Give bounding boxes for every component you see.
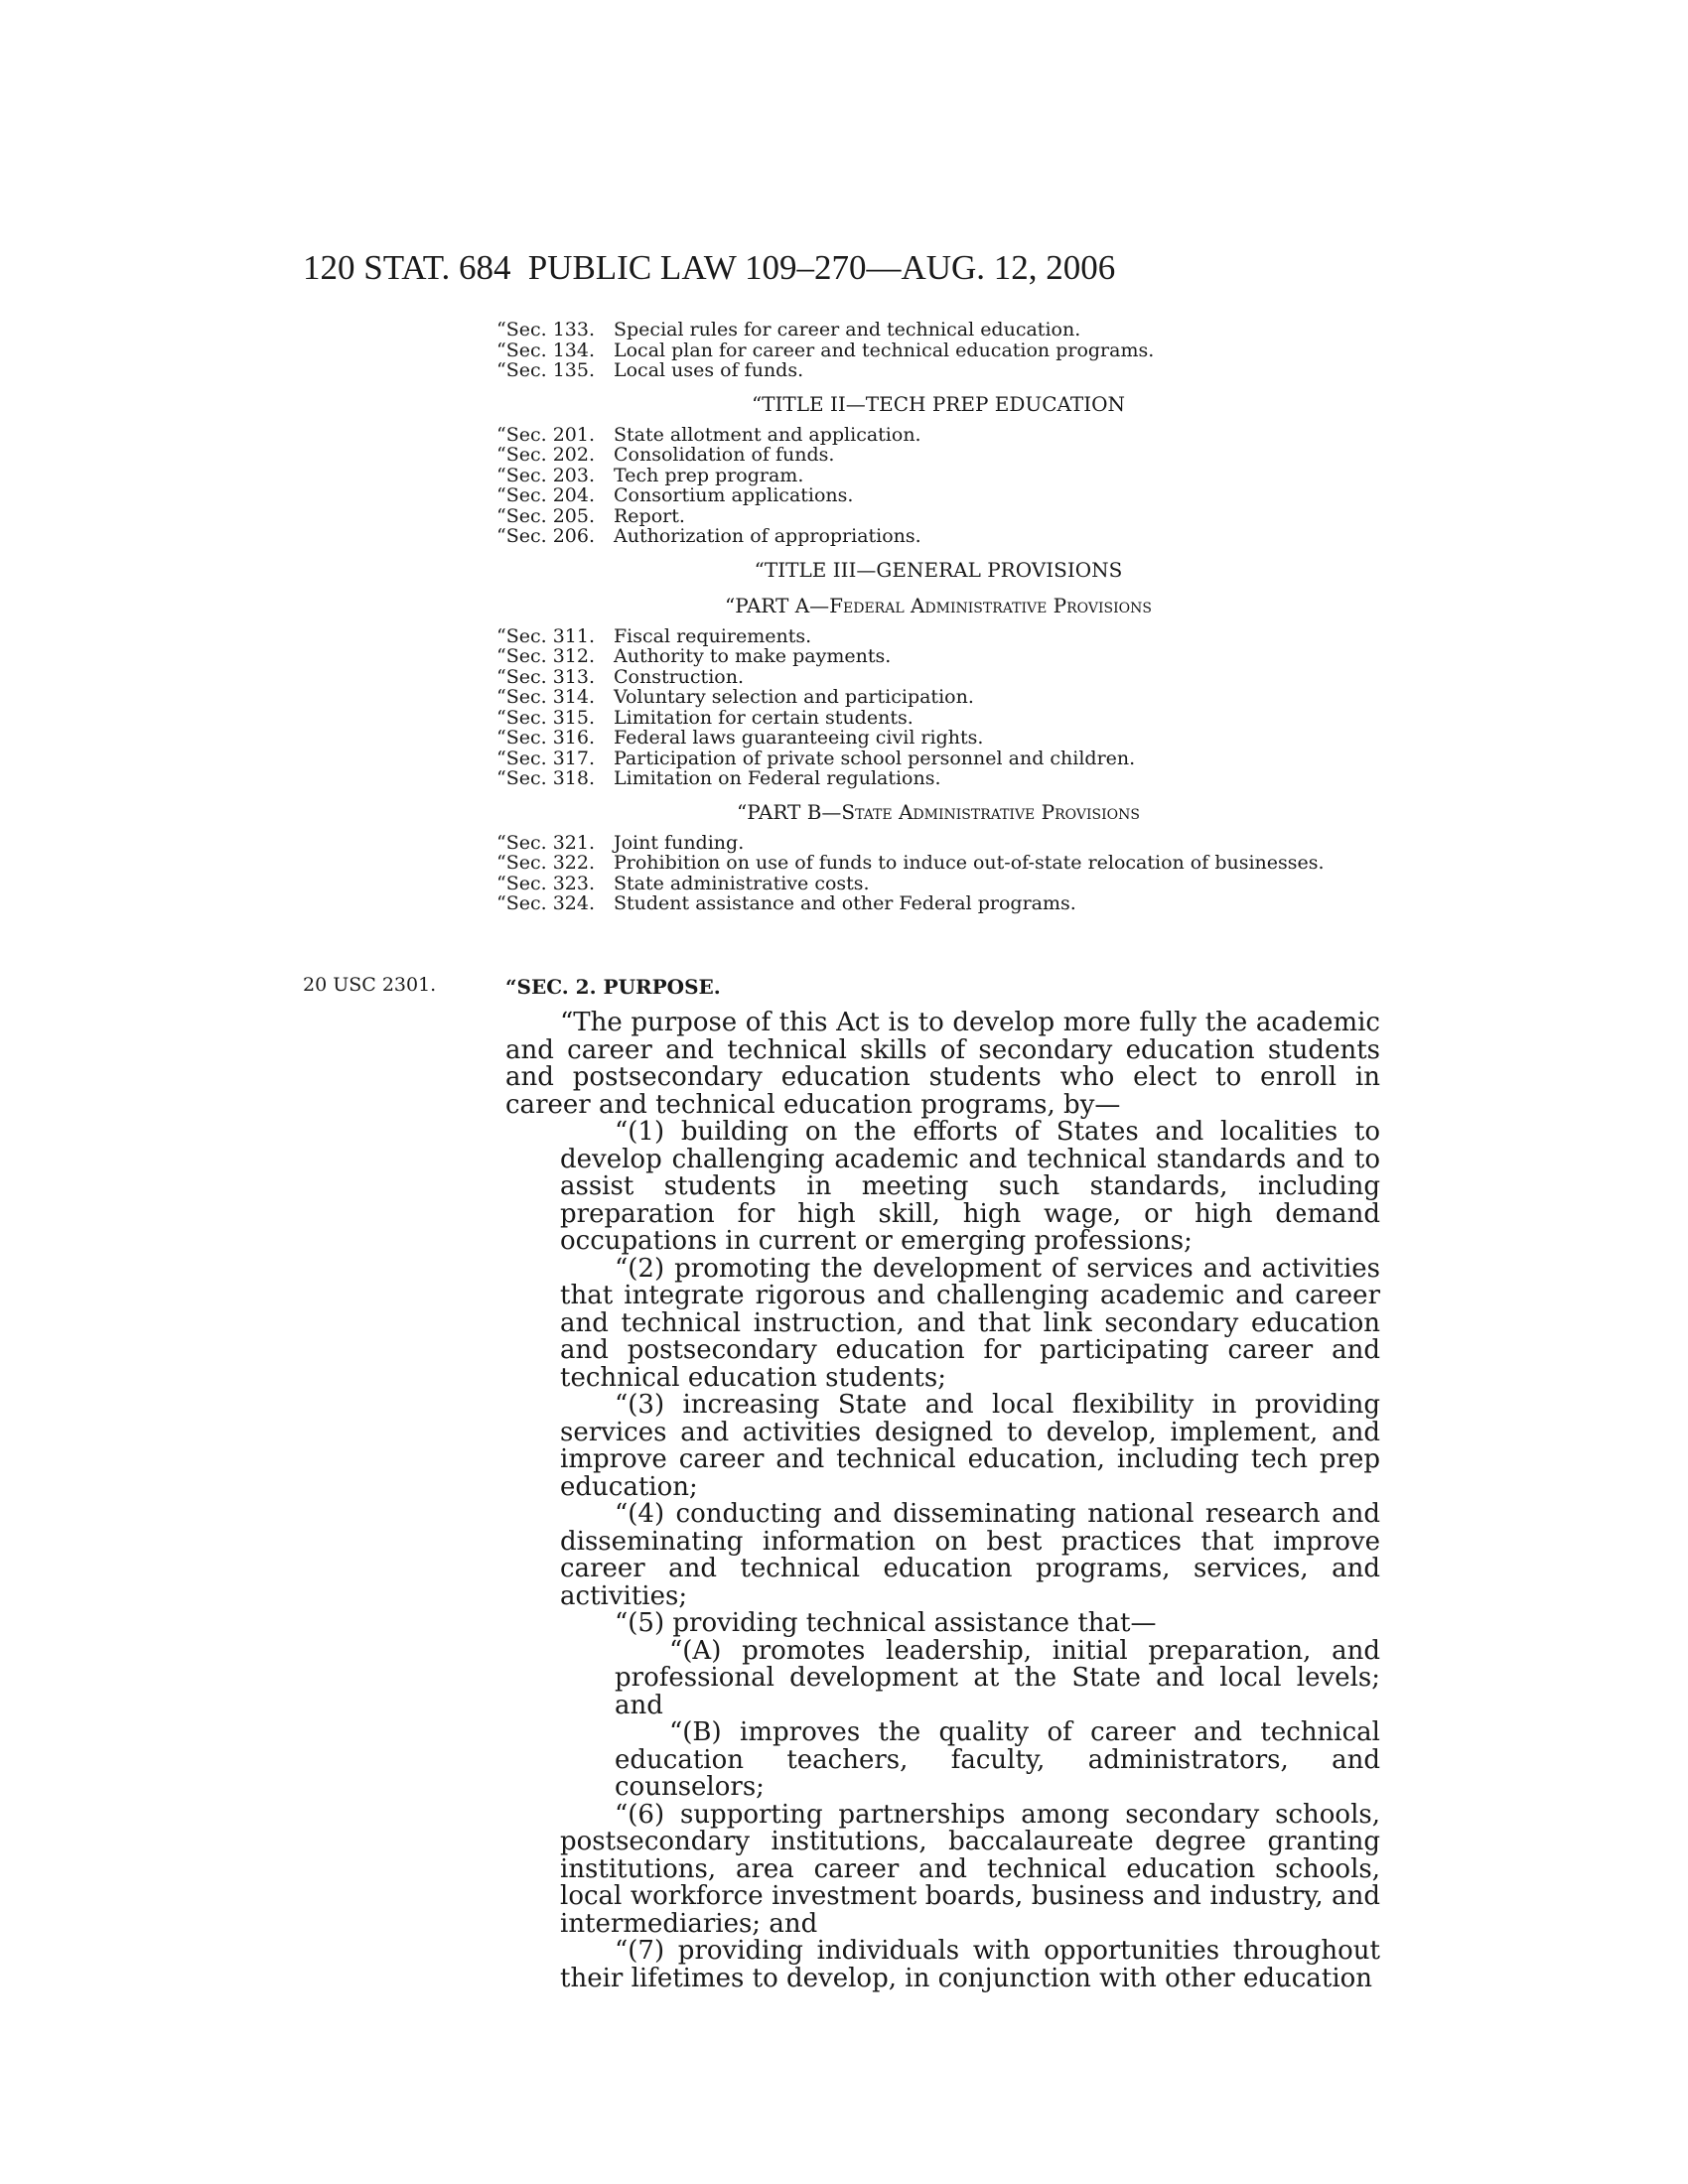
purpose-intro: “The purpose of this Act is to develop more fully the academic and career and technical skills of secondary education students and postsecondary education students who elect to enroll in career and technical education programs, by— [505,1008,1380,1120]
toc-entry [496,526,1380,547]
toc-entry-number: “Sec. 205. [496,504,595,527]
part-a-title: Federal Administrative Provisions [829,593,1152,617]
toc-entry [496,768,1380,789]
purpose-item-2: “(2) promoting the development of services and activities that integrate rigorous and challenging academic and career and technical instruction, and that link secondary education and postsecondary education for participating career and technical education students; [560,1253,1380,1393]
toc-heading-part-a [496,593,1380,618]
toc-entry [496,833,1380,854]
toc-entry-title: Tech prep program. [614,464,804,486]
toc-entry [496,749,1380,769]
toc-entry-number: “Sec. 324. [496,892,595,914]
toc-entry-number: “Sec. 133. [496,319,595,341]
toc-entry-title: Limitation for certain students. [614,706,914,729]
margin-citation: 20 USC 2301. [303,974,437,996]
toc-entry-number: “Sec. 313. [496,665,595,688]
part-b-prefix: “PART B— [737,799,842,824]
toc-entry-title: Voluntary selection and participation. [614,686,974,708]
toc-entry [496,893,1380,914]
toc-heading-part-b [496,799,1380,825]
toc-entry-number: “Sec. 316. [496,727,595,749]
toc-entry [496,667,1380,688]
toc-entry-title: Joint funding. [614,831,745,854]
purpose-item-1: “(1) building on the efforts of States and localities to develop challenging academic and technical standards and to assist students in meeting such standards, including preparation for high skill, high wage, or high demand occupations in current or emerging professions; [560,1117,1380,1256]
toc-entry-title: Prohibition on use of funds to induce out-of-state relocation of businesses. [614,852,1325,874]
toc-entry-number: “Sec. 314. [496,686,595,708]
toc-entry-number: “Sec. 135. [496,359,595,381]
toc-entry-number: “Sec. 315. [496,706,595,729]
purpose-item-3: “(3) increasing State and local flexibility in providing services and activities designed to develop, implement, and improve career and technical education, including tech prep education; [560,1390,1380,1502]
page-reference: 120 STAT. 684 [303,248,511,287]
toc-entry [496,687,1380,708]
toc-heading-title3: “TITLE III—GENERAL PROVISIONS [754,557,1123,582]
purpose-item-7: “(7) providing individuals with opportunities throughout their lifetimes to develop, in conjunction with other education [560,1936,1380,1993]
toc-entry [496,853,1380,874]
section-body [505,974,1380,1992]
purpose-item-6: “(6) supporting partnerships among secondary schools, postsecondary institutions, baccalaureate degree granting institutions, area career and technical education schools, local workforce investment boards, business and industry, and intermediaries; and [560,1799,1380,1939]
toc-entry-number: “Sec. 312. [496,645,595,667]
toc-entry-title: Limitation on Federal regulations. [614,767,941,789]
running-head: PUBLIC LAW 109–270—AUG. 12, 2006 [527,248,1116,287]
toc-entry-number: “Sec. 201. [496,423,595,446]
toc-entry [496,626,1380,647]
toc-entry-title: State allotment and application. [614,423,921,446]
toc-entry [496,728,1380,749]
toc-entry-title: Authority to make payments. [614,645,892,667]
toc-entry-title: Consolidation of funds. [614,444,835,466]
toc-entry-number: “Sec. 318. [496,767,595,789]
toc-entry [496,506,1380,527]
table-of-contents [496,320,1380,914]
toc-entry-title: Student assistance and other Federal programs. [614,892,1076,914]
toc-entry-title: Construction. [614,665,744,688]
toc-entry [496,320,1380,341]
toc-entry [496,646,1380,667]
purpose-item-5a: “(A) promotes leadership, initial preparation, and professional development at the State and local levels; and [615,1635,1380,1720]
toc-entry [496,445,1380,466]
toc-entry-number: “Sec. 203. [496,464,595,486]
purpose-item-4: “(4) conducting and disseminating national research and disseminating information on best practices that improve career and technical education programs, services, and activities; [560,1499,1380,1611]
toc-entry-number: “Sec. 317. [496,747,595,769]
toc-heading-title2: “TITLE II—TECH PREP EDUCATION [751,391,1126,416]
purpose-item-5: “(5) providing technical assistance that— [615,1608,1157,1638]
toc-group-part-b [496,833,1380,914]
toc-entry-number: “Sec. 206. [496,525,595,547]
page-header [303,248,1340,288]
toc-entry-title: Participation of private school personnel and children. [614,747,1136,769]
toc-entry [496,874,1380,894]
toc-group-part-a [496,626,1380,789]
toc-entry-title: Federal laws guaranteeing civil rights. [614,727,984,749]
toc-entry-title: State administrative costs. [614,872,870,894]
toc-entry-title: Special rules for career and technical education. [614,319,1081,341]
toc-entry-title: Consortium applications. [614,484,854,506]
purpose-item-5b: “(B) improves the quality of career and technical education teachers, faculty, administrators, and counselors; [615,1717,1380,1802]
toc-entry-title: Local plan for career and technical education programs. [614,339,1155,361]
toc-entry [496,425,1380,446]
part-a-prefix: “PART A— [725,593,830,617]
toc-entry [496,485,1380,506]
toc-entry-number: “Sec. 323. [496,872,595,894]
toc-entry-title: Fiscal requirements. [614,624,812,647]
toc-entry-title: Report. [614,504,685,527]
toc-entry [496,708,1380,729]
toc-entry-number: “Sec. 202. [496,444,595,466]
toc-entry-number: “Sec. 204. [496,484,595,506]
toc-entry [496,341,1380,361]
toc-group-title2 [496,425,1380,547]
toc-entry-number: “Sec. 134. [496,339,595,361]
part-b-title: State Administrative Provisions [841,799,1140,824]
toc-group-title1 [496,320,1380,381]
toc-entry-number: “Sec. 321. [496,831,595,854]
toc-entry-number: “Sec. 322. [496,852,595,874]
section-heading: “SEC. 2. PURPOSE. [505,975,721,999]
toc-entry [496,360,1380,381]
toc-entry-title: Authorization of appropriations. [614,525,921,547]
toc-entry [496,466,1380,486]
toc-entry-number: “Sec. 311. [496,624,595,647]
toc-entry-title: Local uses of funds. [614,359,804,381]
